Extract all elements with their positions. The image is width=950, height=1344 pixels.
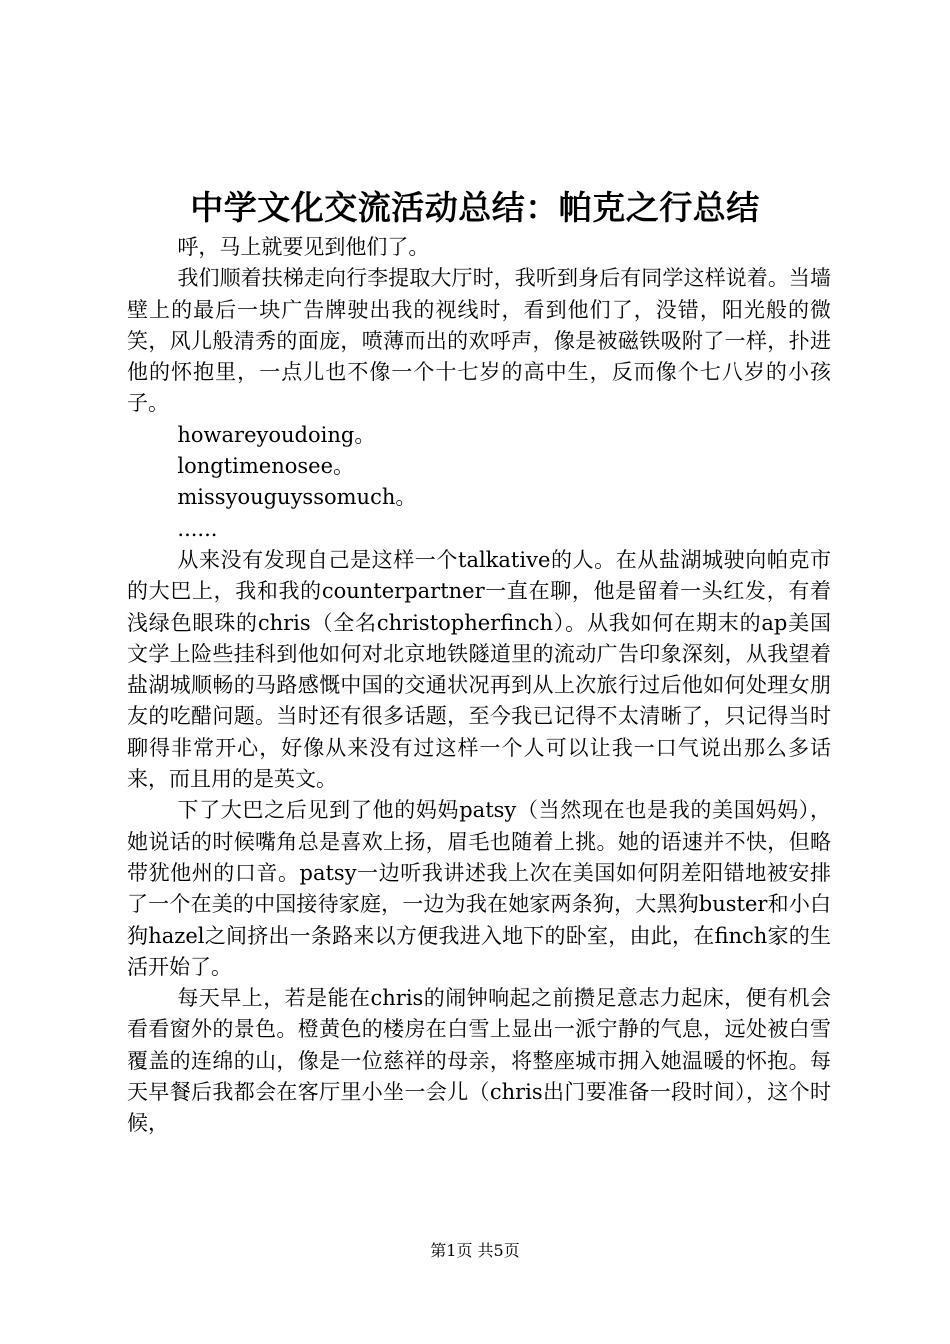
paragraph: howareyoudoing。 (177, 422, 376, 447)
paragraph: 从来没有发现自己是这样一个talkative的人。在从盐湖城驶向帕克市的大巴上，我和我的counterpartner一直在聊，他是留着一头红发，有着浅绿色眼珠的chris（全名christopherfinch）。从我如何在期末的ap美国文学上险些挂科到他如何对北京地铁隧道里的流动广告印象深刻，从我望着盐湖城顺畅的马路感慨中国的交通状况再到从上次旅行过后他如何处理女朋友的吃醋问题。当时还有很多话题，至今我已记得不太清晰了，只记得当时聊得非常开心，好像从来没有过这样一个人可以让我一口气说出那么多话来，而且用的是英文。 (127, 547, 831, 792)
paragraph: 下了大巴之后见到了他的妈妈patsy（当然现在也是我的美国妈妈），她说话的时候嘴角总是喜欢上扬，眉毛也随着上挑。她的语速并不快，但略带犹他州的口音。patsy一边听我讲述我上次在美国如何阴差阳错地被安排了一个在美的中国接待家庭，一边为我在她家两条狗，大黑狗buster和小白狗hazel之间挤出一条路来以方便我进入地下的卧室，由此，在finch家的生活开始了。 (127, 798, 831, 979)
paragraph: ...... (177, 516, 218, 541)
document-title: 中学文化交流活动总结：帕克之行总结 (190, 188, 760, 227)
paragraph: 呼，马上就要见到他们了。 (177, 235, 430, 259)
page-number-footer: 第1页 共5页 (430, 1241, 520, 1260)
paragraph: longtimenosee。 (177, 454, 355, 479)
paragraph: 每天早上，若是能在chris的闹钟响起之前攒足意志力起床，便有机会看看窗外的景色。橙黄色的楼房在白雪上显出一派宁静的气息，远处被白雪覆盖的连绵的山，像是一位慈祥的母亲，将整座城市拥入她温暖的怀抱。每天早餐后我都会在客厅里小坐一会儿（chris出门要准备一段时间），这个时候， (127, 986, 831, 1136)
paragraph: 我们顺着扶梯走向行李提取大厅时，我听到身后有同学这样说着。当墙壁上的最后一块广告牌驶出我的视线时，看到他们了，没错，阳光般的微笑，风儿般清秀的面庞，喷薄而出的欢呼声，像是被磁铁吸附了一样，扑进他的怀抱里，一点儿也不像一个十七岁的高中生，反而像个七八岁的小孩子。 (127, 266, 831, 416)
paragraph: missyouguyssomuch。 (177, 485, 417, 510)
document-body (127, 232, 831, 1140)
